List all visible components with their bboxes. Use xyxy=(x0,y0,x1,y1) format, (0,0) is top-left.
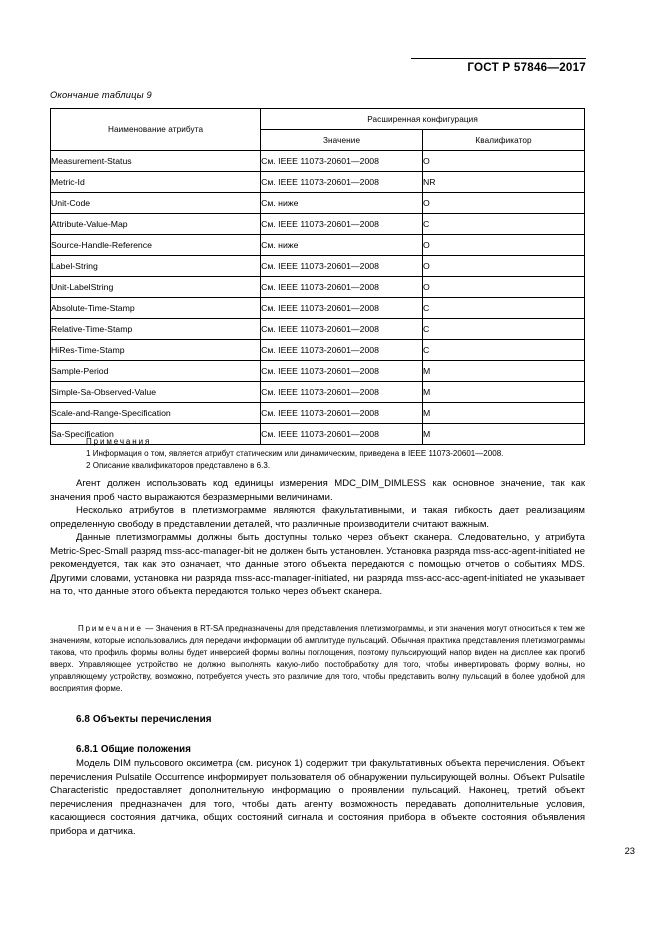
table-caption: Окончание таблицы 9 xyxy=(50,90,152,100)
body-text-block xyxy=(50,477,585,599)
inline-note-text: Значения в RT-SA предназначены для представления плетизмограммы, и эти значения могут относиться к тем же значениям, которые использовались для передачи информации об амплитуде пульсаций. Обычная практика представления плетизмограммы такова, что профиль формы волны будет инверсией формы волны поглощения, поэтому пульсирующий напор виден на дисплее как прогиб вверх. Управляющее устройство не должно выполнять какую-либо постобработку для того, чтобы инвертировать форму волны, но управляющему устройству, возможно, потребуется учесть это различие для того, чтобы представить волну пульсаций в более удобной для восприятия форме. xyxy=(50,624,585,694)
cell-qualifier: C xyxy=(423,319,585,340)
cell-qualifier: O xyxy=(423,235,585,256)
note-item-1: 1 Информация о том, является атрибут статическим или динамическим, приведена в IEEE 11073-20601—2008. xyxy=(86,449,504,459)
cell-value: См. ниже xyxy=(261,235,423,256)
cell-value: См. IEEE 11073-20601—2008 xyxy=(261,298,423,319)
cell-attribute-name: Simple-Sa-Observed-Value xyxy=(51,382,261,403)
cell-value: См. IEEE 11073-20601—2008 xyxy=(261,256,423,277)
note-item-2: 2 Описание квалификаторов представлено в 6.3. xyxy=(86,461,271,471)
table-row xyxy=(51,214,585,235)
cell-attribute-name: Scale-and-Range-Specification xyxy=(51,403,261,424)
cell-value: См. IEEE 11073-20601—2008 xyxy=(261,277,423,298)
table-row xyxy=(51,319,585,340)
inline-note-paragraph xyxy=(50,623,585,695)
heading-6-8-1: 6.8.1 Общие положения xyxy=(76,744,191,755)
cell-value: См. IEEE 11073-20601—2008 xyxy=(261,424,423,445)
inline-note-dash: — xyxy=(142,624,156,633)
cell-value: См. IEEE 11073-20601—2008 xyxy=(261,361,423,382)
cell-value: См. IEEE 11073-20601—2008 xyxy=(261,319,423,340)
cell-attribute-name: Source-Handle-Reference xyxy=(51,235,261,256)
cell-attribute-name: Attribute-Value-Map xyxy=(51,214,261,235)
cell-qualifier: M xyxy=(423,382,585,403)
column-header-extended-configuration: Расширенная конфигурация xyxy=(261,109,585,130)
cell-qualifier: M xyxy=(423,361,585,382)
standard-designation: ГОСТ Р 57846—2017 xyxy=(467,61,586,74)
cell-qualifier: NR xyxy=(423,172,585,193)
table-row xyxy=(51,340,585,361)
cell-value: См. IEEE 11073-20601—2008 xyxy=(261,172,423,193)
table-row xyxy=(51,193,585,214)
table-row xyxy=(51,172,585,193)
paragraph-scanner-object: Данные плетизмограммы должны быть доступны только через объект сканера. Следовательно, у атрибута Metric-Spec-Small разряд mss-acc-manager-bit не должен быть установлен. Установка разряда mss-acc-agent-initiated не рекомендуется, так как это означает, что данные этого объекта передаются с помощью отчетов о событиях MDS. Другими словами, установка ни разряда mss-acc-manager-initiated, ни разряда mss-acc-acc-agent-initiated не указывает на то, что данные этого объекта передаются только через объект сканера. xyxy=(50,532,585,597)
cell-attribute-name: Unit-Code xyxy=(51,193,261,214)
table-body xyxy=(51,151,585,445)
section-block xyxy=(50,714,585,838)
cell-qualifier: C xyxy=(423,214,585,235)
notes-title: Примечания xyxy=(86,437,152,446)
page-header xyxy=(50,58,586,80)
cell-attribute-name: Metric-Id xyxy=(51,172,261,193)
cell-attribute-name: Label-String xyxy=(51,256,261,277)
attributes-table xyxy=(50,108,585,445)
column-header-qualifier: Квалификатор xyxy=(423,130,585,151)
cell-value: См. IEEE 11073-20601—2008 xyxy=(261,403,423,424)
paragraph-optional-attributes: Несколько атрибутов в плетизмограмме являются факультативными, и такая гибкость дает реализациям определенную свободу в представлении деталей, что различные производители считают важным. xyxy=(50,505,585,530)
table-row xyxy=(51,361,585,382)
cell-value: См. ниже xyxy=(261,193,423,214)
column-header-value: Значение xyxy=(261,130,423,151)
cell-qualifier: O xyxy=(423,256,585,277)
cell-value: См. IEEE 11073-20601—2008 xyxy=(261,382,423,403)
header-rule xyxy=(411,58,586,59)
cell-value: См. IEEE 11073-20601—2008 xyxy=(261,151,423,172)
paragraph-enumeration-objects: Модель DIM пульсового оксиметра (см. рисунок 1) содержит три факультативных объекта перечисления. Объект перечисления Pulsatile Occurrence информирует пользователя об обнаружении пульсирующей волны. Объект Pulsatile Characteristic предоставляет дополнительную информацию о проявлении пульсаций. Наконец, третий объект перечисления предназначен для того, чтобы дать агенту возможность передавать дополнительные условия, касающиеся состояния датчика, общих состояний сигнала и состояния прибора в объекте состояния объявления прибора и датчика. xyxy=(50,758,585,837)
cell-qualifier: M xyxy=(423,403,585,424)
cell-qualifier: O xyxy=(423,151,585,172)
cell-qualifier: C xyxy=(423,298,585,319)
heading-6-8: 6.8 Объекты перечисления xyxy=(76,714,212,725)
cell-attribute-name: Measurement-Status xyxy=(51,151,261,172)
cell-qualifier: O xyxy=(423,277,585,298)
table-row xyxy=(51,403,585,424)
table-header-row-1 xyxy=(51,109,585,130)
inline-note-label: Примечание xyxy=(78,624,143,633)
inline-note-block xyxy=(50,623,585,695)
table-row xyxy=(51,277,585,298)
page-number: 23 xyxy=(624,845,635,856)
cell-value: См. IEEE 11073-20601—2008 xyxy=(261,340,423,361)
column-header-attribute-name: Наименование атрибута xyxy=(51,109,261,151)
table-header xyxy=(51,109,585,151)
table-row xyxy=(51,256,585,277)
table-notes xyxy=(50,436,635,472)
cell-attribute-name: Relative-Time-Stamp xyxy=(51,319,261,340)
table-row xyxy=(51,382,585,403)
cell-qualifier: O xyxy=(423,193,585,214)
cell-attribute-name: Absolute-Time-Stamp xyxy=(51,298,261,319)
cell-attribute-name: HiRes-Time-Stamp xyxy=(51,340,261,361)
table-row xyxy=(51,298,585,319)
paragraph-unit-code: Агент должен использовать код единицы измерения MDC_DIM_DIMLESS как основное значение, так как значения проб часто выражаются безразмерными величинами. xyxy=(50,478,585,503)
cell-attribute-name: Sample-Period xyxy=(51,361,261,382)
cell-value: См. IEEE 11073-20601—2008 xyxy=(261,214,423,235)
cell-attribute-name: Unit-LabelString xyxy=(51,277,261,298)
cell-qualifier: C xyxy=(423,340,585,361)
cell-attribute-name: Sa-Specification xyxy=(51,424,261,445)
table-row xyxy=(51,151,585,172)
cell-qualifier: M xyxy=(423,424,585,445)
table-row xyxy=(51,235,585,256)
